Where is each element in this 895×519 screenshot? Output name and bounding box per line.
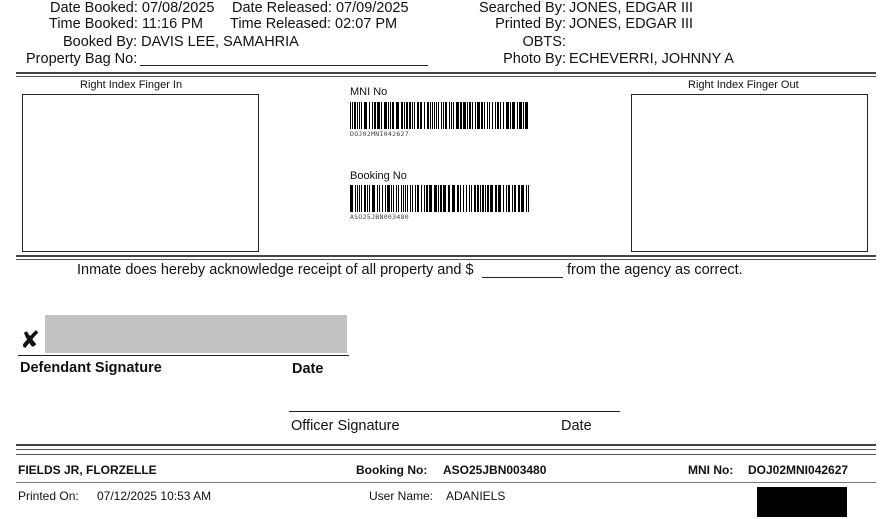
redacted-footer-box xyxy=(757,487,847,517)
booking-barcode xyxy=(349,185,531,212)
booking-barcode-label: Booking No xyxy=(350,170,407,182)
officer-signature-label: Officer Signature xyxy=(291,418,400,434)
defendant-signature-label: Defendant Signature xyxy=(20,360,162,376)
footer-rule-2 xyxy=(16,449,876,450)
footer-booking-no-value: ASO25JBN003480 xyxy=(443,463,547,477)
time-released: Time Released: 02:07 PM xyxy=(230,16,398,32)
printed-by-label: Printed By: xyxy=(495,16,566,32)
fingerprint-rule-2 xyxy=(16,259,876,260)
defendant-signature-line xyxy=(18,355,349,356)
officer-signature-line xyxy=(289,411,620,412)
obts-label: OBTS: xyxy=(522,34,566,50)
footer-rule-3 xyxy=(16,454,876,455)
right-index-in-label: Right Index Finger In xyxy=(80,79,183,91)
property-bag-label: Property Bag No: xyxy=(26,51,138,67)
printed-on-value: 07/12/2025 10:53 AM xyxy=(97,489,212,503)
footer-rule-1 xyxy=(16,444,876,446)
booked-by: Booked By: DAVIS LEE, SAMAHRIA xyxy=(63,34,299,50)
defendant-date-label: Date xyxy=(292,361,324,377)
date-booked: Date Booked: 07/08/2025 xyxy=(50,0,215,16)
booking-barcode-text: ASO25JBN003480 xyxy=(350,213,409,221)
photo-by-value: ECHEVERRI, JOHNNY A xyxy=(569,51,734,67)
header-rule-2 xyxy=(16,76,876,77)
time-booked: Time Booked: 11:16 PM xyxy=(49,16,203,32)
searched-by-value: JONES, EDGAR III xyxy=(569,0,694,16)
mni-barcode-text: DOJ02MNI042627 xyxy=(350,130,409,138)
ack-text-after: from the agency as correct. xyxy=(567,262,743,278)
user-name-value: ADANIELS xyxy=(446,489,506,503)
searched-by-label: Searched By: xyxy=(478,0,566,16)
footer-mni-no-label: MNI No: xyxy=(688,463,734,477)
officer-date-label: Date xyxy=(561,418,592,434)
fingerprint-in-box xyxy=(22,94,259,252)
footer-booking-no-label: Booking No: xyxy=(356,463,428,477)
printed-by-value: JONES, EDGAR III xyxy=(569,16,694,32)
ack-text-before: Inmate does hereby acknowledge receipt of all property and $ xyxy=(77,262,474,278)
ack-amount-line xyxy=(482,277,563,278)
redacted-signature xyxy=(45,315,347,353)
fingerprint-rule xyxy=(16,255,876,257)
fingerprint-out-box xyxy=(631,94,868,252)
photo-by-label: Photo By: xyxy=(503,51,566,67)
mni-barcode xyxy=(349,102,531,129)
mni-barcode-label: MNI No xyxy=(350,86,388,98)
right-index-out-label: Right Index Finger Out xyxy=(688,79,799,91)
footer-inmate-name: FIELDS JR, FLORZELLE xyxy=(18,463,157,477)
header-rule xyxy=(16,72,876,74)
property-bag-line xyxy=(140,65,428,66)
printed-on-label: Printed On: xyxy=(18,489,79,503)
footer-rule-4 xyxy=(16,482,876,483)
user-name-label: User Name: xyxy=(369,489,434,503)
footer-mni-no-value: DOJ02MNI042627 xyxy=(748,463,849,477)
signature-x-mark: ✘ xyxy=(20,326,41,354)
date-released: Date Released: 07/09/2025 xyxy=(232,0,409,16)
